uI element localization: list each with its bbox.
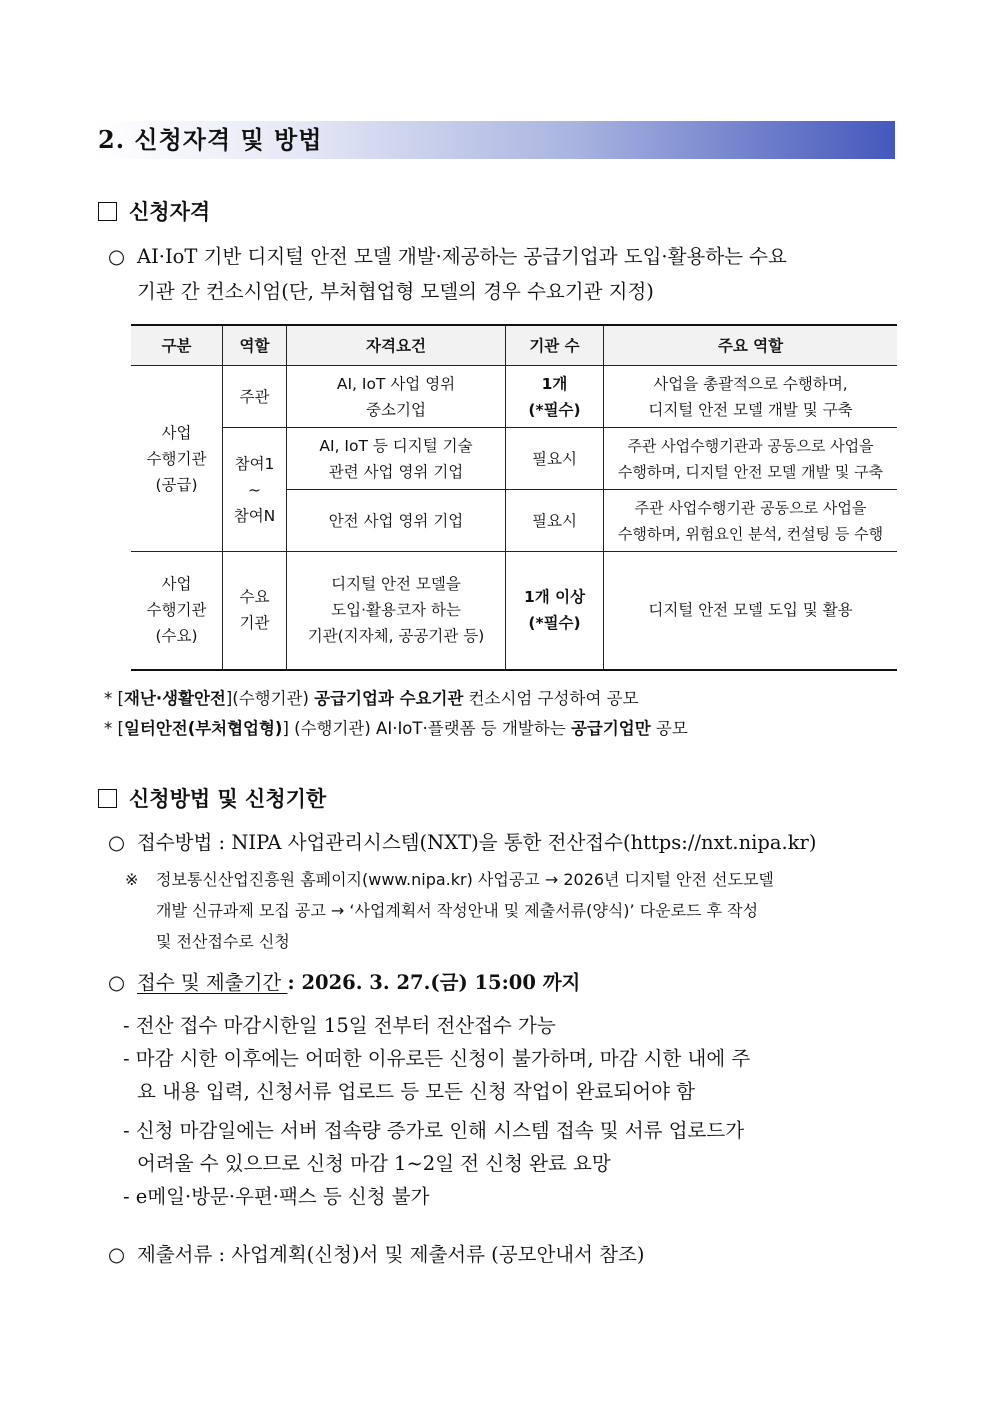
- circle-bullet-icon: ○: [108, 971, 126, 994]
- cell-lead-duty: 사업을 총괄적으로 수행하며, 디지털 안전 모델 개발 및 구축: [604, 366, 898, 428]
- cell-part1-requirement: AI, IoT 등 디지털 기술 관련 사업 영위 기업: [287, 428, 506, 490]
- col-header-requirement: 자격요건: [287, 325, 506, 366]
- checkbox-square-icon: [98, 202, 117, 221]
- method-bullet-submission: [108, 828, 816, 858]
- col-header-category: 구분: [131, 325, 223, 366]
- note-workplace-safety: * [일터안전(부처협업형)] (수행기관) AI·IoT·플랫폼 등 개발하는 공급기업만 공모: [104, 719, 688, 738]
- method-bullet-period: [108, 968, 580, 998]
- submission-method-text: 접수방법 : NIPA 사업관리시스템(NXT)을 통한 전산접수(https://nxt.nipa.kr): [137, 831, 817, 854]
- table-row: [131, 552, 897, 670]
- method-heading: 신청방법 및 신청기한: [129, 786, 327, 811]
- cell-role-lead: 주관: [223, 366, 287, 428]
- reference-mark-icon: ※: [125, 870, 139, 889]
- cell-part1-count: 필요시: [506, 428, 604, 490]
- section-title: 2. 신청자격 및 방법: [98, 125, 323, 154]
- period-deadline: : 2026. 3. 27.(금) 15:00 까지: [287, 971, 581, 994]
- cell-part1-duty: 주관 사업수행기관과 공동으로 사업을 수행하며, 디지털 안전 모델 개발 및 구축: [604, 428, 898, 490]
- qualification-table: [131, 324, 897, 671]
- cell-demand-duty: 디지털 안전 모델 도입 및 활용: [604, 552, 898, 670]
- col-header-role: 역할: [223, 325, 287, 366]
- cell-part2-requirement: 안전 사업 영위 기업: [287, 490, 506, 552]
- period-detail-1: - 전산 접수 마감시한일 15일 전부터 전산접수 가능: [123, 1014, 556, 1037]
- checkbox-square-icon: [98, 789, 117, 808]
- cell-demand-count: 1개 이상 (*필수): [506, 552, 604, 670]
- qualification-bullet: [108, 242, 787, 272]
- qualification-heading-row: [98, 197, 210, 227]
- table-row: [131, 428, 897, 490]
- cell-lead-count: 1개 (*필수): [506, 366, 604, 428]
- cell-category-supply: 사업 수행기관 (공급): [131, 366, 223, 552]
- col-header-count: 기관 수: [506, 325, 604, 366]
- documents-text: 제출서류 : 사업계획(신청)서 및 제출서류 (공모안내서 참조): [137, 1243, 645, 1266]
- circle-bullet-icon: ○: [108, 245, 126, 268]
- cell-role-participants: 참여1 ~ 참여N: [223, 428, 287, 552]
- qualification-heading: 신청자격: [129, 199, 211, 224]
- circle-bullet-icon: ○: [108, 831, 126, 854]
- cell-lead-requirement: AI, IoT 사업 영위 중소기업: [287, 366, 506, 428]
- note-disaster-safety: * [재난·생활안전](수행기관) 공급기업과 수요기관 컨소시엄 구성하여 공모: [104, 689, 639, 708]
- period-detail-2a: - 마감 시한 이후에는 어떠한 이유로든 신청이 불가하며, 마감 시한 내에 주: [123, 1047, 751, 1070]
- method-bullet-documents: [108, 1240, 644, 1270]
- period-detail-3b: 어려울 수 있으므로 신청 마감 1∼2일 전 신청 완료 요망: [137, 1152, 611, 1175]
- cell-category-demand: 사업 수행기관 (수요): [131, 552, 223, 670]
- circle-bullet-icon: ○: [108, 1243, 126, 1266]
- cell-role-demand: 수요 기관: [223, 552, 287, 670]
- reference-note-line1: ※ 정보통신산업진흥원 홈페이지(www.nipa.kr) 사업공고 → 2026년 디지털 안전 선도모델: [125, 865, 774, 894]
- qualification-text-line2: 기관 간 컨소시엄(단, 부처협업형 모델의 경우 수요기관 지정): [137, 280, 654, 303]
- cell-demand-requirement: 디지털 안전 모델을 도입·활용코자 하는 기관(지자체, 공공기관 등): [287, 552, 506, 670]
- period-detail-2b: 요 내용 입력, 신청서류 업로드 등 모든 신청 작업이 완료되어야 함: [137, 1080, 695, 1103]
- period-detail-3a: - 신청 마감일에는 서버 접속량 증가로 인해 시스템 접속 및 서류 업로드가: [123, 1119, 745, 1142]
- qualification-text-line1: AI·IoT 기반 디지털 안전 모델 개발·제공하는 공급기업과 도입·활용하는 수요: [137, 245, 787, 268]
- period-detail-4: - e메일·방문·우편·팩스 등 신청 불가: [123, 1185, 430, 1208]
- cell-part2-duty: 주관 사업수행기관 공동으로 사업을 수행하며, 위험요인 분석, 컨설팅 등 수행: [604, 490, 898, 552]
- reference-note-line3: 및 전산접수로 신청: [156, 932, 290, 951]
- col-header-duty: 주요 역할: [604, 325, 898, 366]
- table-row: [131, 366, 897, 428]
- reference-note-line2: 개발 신규과제 모집 공고 → ‘사업계획서 작성안내 및 제출서류(양식)’ 다운로드 후 작성: [156, 901, 759, 920]
- table-header-row: [131, 325, 897, 366]
- period-label: 접수 및 제출기간: [137, 971, 288, 994]
- cell-part2-count: 필요시: [506, 490, 604, 552]
- method-heading-row: [98, 784, 326, 814]
